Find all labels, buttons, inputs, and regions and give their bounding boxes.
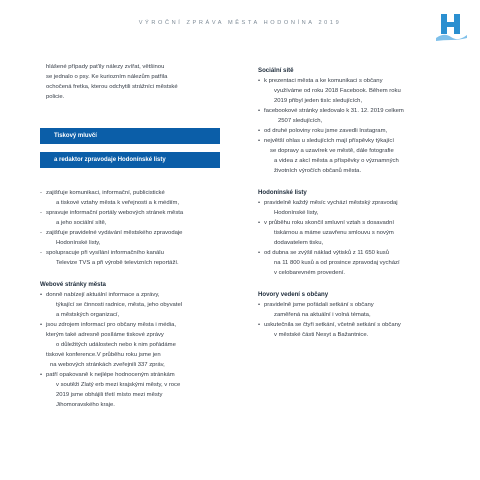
list-item-line: • uskutečnila se čtyři setkání, včetně setkání s občany — [264, 322, 401, 328]
list-item-line: 2019 přibyl jeden tisíc sledujících, — [274, 98, 363, 104]
list-item-line: Jihomoravského kraje. — [56, 402, 115, 408]
list-item-line: • pravidelně každý měsíc vychází městský zpravodaj — [264, 200, 398, 206]
list-item-line: Hodonínské listy, — [56, 240, 101, 246]
list-item-line: zaměřená na aktuální i volná témata, — [274, 312, 371, 318]
list-item-line: a videa z akcí města a příspěvky o významných — [274, 158, 399, 164]
list-item-line: • největší ohlas u sledujících mají příspěvky týkající — [264, 138, 394, 144]
list-item — [258, 248, 458, 278]
list-item-line: • od dubna se zvýšil náklad výtisků z 11 650 kusů — [264, 250, 389, 256]
spokesperson-banner — [40, 128, 220, 144]
list-item-line: týkající se činnosti radnice, města, jeho obyvatel — [56, 302, 183, 308]
list-item-line: • k prezentaci města a ke komunikaci s občany — [264, 78, 383, 84]
list-item — [258, 198, 458, 218]
list-item — [40, 188, 220, 208]
list-item-line: • od druhé poloviny roku jsme zavedli Instagram, — [264, 128, 388, 134]
hodonin-h-logo-icon — [434, 10, 468, 44]
list-item-line: - zajišťuje komunikaci, informační, publicistické — [46, 190, 165, 196]
list-item-line: • pravidelně jsme pořádali setkání s občany — [264, 302, 374, 308]
list-item-line: • donně nabízejí aktuální informace a zprávy, — [46, 292, 160, 298]
list-item-line: Televize TVS a při výrobě televizních reportáží. — [56, 260, 179, 266]
list-item — [258, 218, 458, 248]
list-item-line: • patří opakovaně k nejlépe hodnoceným stránkám — [46, 372, 175, 378]
list-item-line: životních výročích občanů města. — [274, 168, 362, 174]
report-title: VÝROČNÍ ZPRÁVA MĚSTA HODONÍNA 2019 — [138, 20, 342, 26]
section-title-meetings: Hovory vedení s občany — [258, 291, 329, 298]
intro-line: hlášené případy pat'ily nálezy zvířat, většinou — [46, 64, 165, 70]
list-item-line: • jsou zdrojem informací pro občany města i média, — [46, 322, 176, 328]
list-item-line: se dopravy a uzavírek ve městě, dále fotografie — [270, 148, 394, 154]
list-item-line: 2019 jsme obhájili třetí místo mezi městy — [56, 392, 163, 398]
list-item-line: na 11 800 kusů a od prosince zpravodaj vychází — [274, 260, 400, 266]
list-item-line: v soutěži Zlatý erb mezi krajskými městy, v roce — [56, 382, 181, 388]
list-item — [258, 320, 458, 340]
intro-line: ochočená fretka, kterou odchytili strážníci městské — [46, 84, 178, 90]
list-item-line: 2507 sledujících, — [278, 118, 323, 124]
intro-line: policie. — [46, 94, 65, 100]
list-item — [40, 370, 220, 410]
left-column — [40, 62, 220, 102]
page-header — [0, 0, 480, 46]
list-item-line: - spolupracuje při vysílání informačního kanálu — [46, 250, 164, 256]
list-item — [258, 76, 458, 106]
list-item-line: využíváme od roku 2018 Facebook. Během roku — [274, 88, 401, 94]
list-item — [40, 290, 220, 320]
list-item-line: • facebookové stránky sledovalo k 31. 12. 2019 celkem — [264, 108, 404, 114]
list-item — [40, 228, 220, 248]
list-item-line: a městských organizací, — [56, 312, 120, 318]
list-item — [258, 126, 458, 136]
list-item-line: • v průběhu roku skončil smluvní vztah s dosavadní — [264, 220, 394, 226]
section-title-listy: Hodonínské listy — [258, 189, 307, 196]
list-item-line: tiskárnou a máme uzavřenu smlouvu s novým — [274, 230, 394, 236]
banner-line-1: Tiskový mluvčí — [40, 128, 220, 144]
list-item — [40, 208, 220, 228]
duties-list — [40, 188, 220, 410]
list-item-line: na webových stránkách zveřejnili 337 zpráv, — [50, 362, 165, 368]
list-item-line: Hodonínské listy, — [274, 210, 319, 216]
banner-line-2: a redaktor zpravodaje Hodonínské listy — [40, 152, 220, 168]
intro-paragraph — [40, 62, 220, 102]
right-column — [258, 66, 458, 340]
section-title-social: Sociální sítě — [258, 67, 294, 74]
list-item-line: a tiskové vztahy města k veřejnosti a k médiím, — [56, 200, 180, 206]
list-item — [40, 248, 220, 268]
list-item — [258, 136, 458, 176]
list-item-line: - spravuje informační portály webových stránek města — [46, 210, 184, 216]
list-item-line: a jeho sociální sítě, — [56, 220, 107, 226]
list-item-line: tiskové konference.V průběhu roku jsme jen — [46, 352, 161, 358]
section-title-web: Webové stránky města — [40, 281, 106, 288]
list-item-line: kterým také adresně posíláme tiskové zprávy — [46, 332, 164, 338]
spokesperson-banner-sub — [40, 152, 220, 168]
list-item-line: o důležitých událostech nebo k nim pořádáme — [56, 342, 176, 348]
list-item — [40, 320, 220, 370]
intro-line: se jednalo o psy. Ke kuriozním nálezům patřila — [46, 74, 168, 80]
list-item — [258, 106, 458, 126]
list-item-line: v celobarevném provedení. — [274, 270, 346, 276]
list-item-line: dodavatelem tisku, — [274, 240, 324, 246]
list-item-line: - zajišťuje pravidelné vydávání městského zpravodaje — [46, 230, 183, 236]
list-item — [258, 300, 458, 320]
list-item-line: v městské části Nesyt a Bažantnice. — [274, 332, 369, 338]
